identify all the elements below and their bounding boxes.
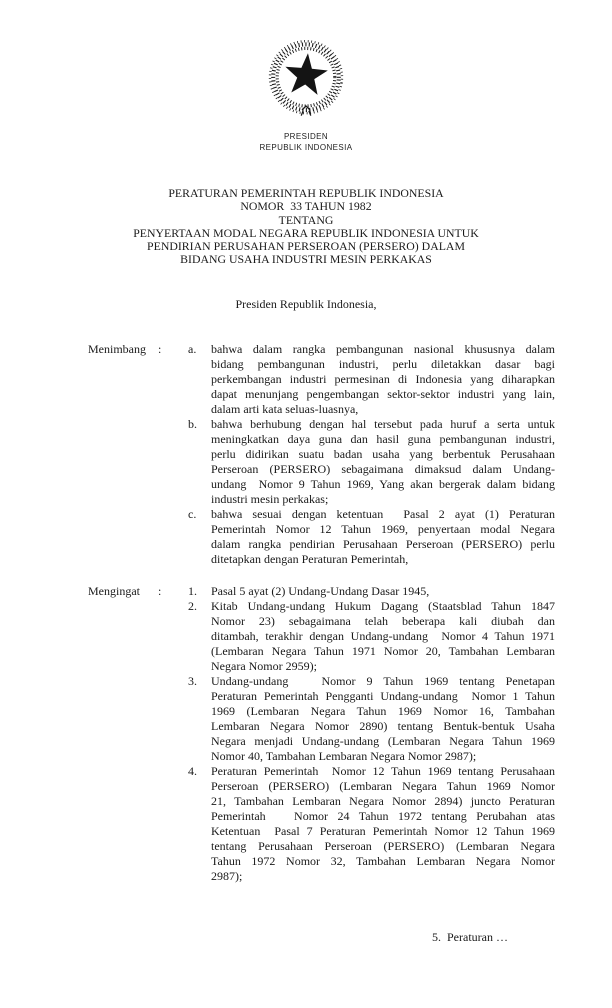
text-line: bahwa dalam rangka pembangunan nasional khususnya dalam: [211, 342, 555, 356]
section-items: [188, 342, 555, 567]
text-line: Perseroan (PERSERO) sebagaimana dimaksud dalam Undang-: [211, 462, 555, 476]
star-icon: [283, 51, 329, 95]
preamble-sections: [88, 342, 555, 884]
text-line: bahwa berhubung dengan hal tersebut pada huruf a serta untuk: [211, 417, 555, 431]
text-line: 1969 (Lembaran Negara Tahun 1969 Nomor 16, Tambahan: [211, 704, 555, 718]
section-mengingat: [88, 584, 555, 884]
presidential-star-wreath-emblem-icon: [266, 38, 346, 118]
text-line: Kitab Undang-undang Hukum Dagang (Staatsblad Tahun 1847: [211, 599, 555, 613]
item-marker: c.: [188, 507, 197, 521]
text-line: dalam arti kata seluas-luasnya,: [211, 402, 359, 416]
section-colon: :: [158, 342, 162, 356]
text-line: Pemerintah Nomor 12 Tahun 1969, penyertaan modal Negara: [211, 522, 555, 536]
text-line: bidang pembangunan industri, perlu diletakkan dasar bagi: [211, 357, 555, 371]
item-lines: [211, 417, 555, 507]
item-lines: [211, 507, 555, 567]
letterhead-line-republik-indonesia: REPUBLIK INDONESIA: [259, 143, 353, 152]
list-item: [188, 674, 555, 764]
title-line: PENYERTAAN MODAL NEGARA REPUBLIK INDONESIA UNTUK: [133, 225, 479, 240]
item-marker: 2.: [188, 599, 197, 613]
item-lines: [211, 599, 555, 674]
text-line: Negara Nomor 2959);: [211, 659, 317, 673]
section-label: Mengingat: [88, 584, 140, 598]
list-item: [188, 764, 555, 884]
section-colon: :: [158, 584, 162, 598]
text-line: 21, Tambahan Lembaran Negara Nomor 2894) juncto Peraturan: [211, 794, 555, 808]
item-marker: b.: [188, 417, 197, 431]
text-line: undang Nomor 9 Tahun 1969, Yang akan bergerak dalam bidang: [211, 477, 555, 491]
item-lines: [211, 764, 555, 884]
text-line: meningkatkan daya guna dan hasil guna pembangunan industri,: [211, 432, 555, 446]
text-line: Lembaran Negara Nomor 2890) tentang Bentuk-bentuk Usaha: [211, 719, 555, 733]
text-line: bahwa sesuai dengan ketentuan Pasal 2 ayat (1) Peraturan: [211, 507, 555, 521]
text-line: Nomor 23) sebagaimana telah beberapa kali diubah dan: [211, 614, 555, 628]
title-line: TENTANG: [278, 212, 334, 227]
text-line: Negara menjadi Undang-undang (Lembaran Negara Tahun 1969: [211, 734, 555, 748]
text-line: Peraturan Pemerintah Nomor 12 Tahun 1969 tentang Perusahaan: [211, 764, 555, 778]
title-line: PERATURAN PEMERINTAH REPUBLIK INDONESIA: [168, 186, 444, 200]
text-line: 2987);: [211, 869, 243, 883]
text-line: Pasal 5 ayat (2) Undang-Undang Dasar 1945,: [211, 584, 430, 598]
text-line: (Lembaran Negara Tahun 1971 Nomor 20, Tambahan Lembaran: [211, 644, 555, 658]
text-line: industri mesin perkakas;: [211, 492, 329, 506]
text-line: dapat menunjang pengembangan sektor-sektor industri yang lain,: [211, 387, 555, 401]
letterhead-line-presiden: PRESIDEN: [283, 132, 329, 141]
item-marker: 1.: [188, 584, 197, 598]
text-line: perlu didirikan suatu badan usaha yang berbentuk Perusahaan: [211, 447, 555, 461]
item-marker: 3.: [188, 674, 197, 688]
list-item: [188, 417, 555, 507]
title-line: PENDIRIAN PERUSAHAN PERSEROAN (PERSERO) DALAM: [147, 239, 465, 254]
regulation-title-block: [0, 187, 612, 267]
item-lines: [211, 342, 555, 417]
text-line: Peraturan Pemerintah Pengganti Undang-undang Nomor 1 Tahun: [211, 689, 555, 703]
list-item: [188, 599, 555, 674]
list-item: [188, 584, 555, 599]
text-line: perkembangan industri permesinan di Indonesia yang diharapkan: [211, 372, 555, 386]
item-marker: a.: [188, 342, 197, 356]
text-line: Nomor 40, Tambahan Lembaran Negara Nomor 2987);: [211, 749, 477, 763]
text-line: tentang Perusahaan Perseroan (PERSERO) (Lembaran Negara: [211, 839, 555, 853]
title-line: NOMOR 33 TAHUN 1982: [240, 199, 372, 214]
salutation: Presiden Republik Indonesia,: [235, 297, 377, 311]
item-lines: [211, 674, 555, 764]
list-item: [188, 507, 555, 567]
section-label: Menimbang: [88, 342, 146, 356]
text-line: dalam rangka pendirian Perusahaan Perseroan (PERSERO) perlu: [211, 537, 555, 551]
section-menimbang: [88, 342, 555, 567]
text-line: Tahun 1972 Nomor 32, Tambahan Lembaran Negara Nomor: [211, 854, 555, 868]
text-line: Ketentuan Pasal 7 Peraturan Pemerintah Nomor 12 Tahun 1969: [211, 824, 555, 838]
letterhead: [0, 38, 612, 153]
text-line: Undang-undang Nomor 9 Tahun 1969 tentang Penetapan: [211, 674, 555, 688]
text-line: Pemerintah Nomor 24 Tahun 1972 tentang Perubahan atas: [211, 809, 555, 823]
text-line: ditetapkan dengan Peraturan Pemerintah,: [211, 552, 409, 566]
list-item: [188, 342, 555, 417]
section-items: [188, 584, 555, 884]
title-line: BIDANG USAHA INDUSTRI MESIN PERKAKAS: [180, 252, 432, 267]
item-marker: 4.: [188, 764, 197, 778]
continuation-catchword: 5. Peraturan …: [432, 930, 508, 944]
item-lines: [211, 584, 555, 599]
text-line: Perseroan (PERSERO) (Lembaran Negara Tahun 1969 Nomor: [211, 779, 555, 793]
text-line: ditambah, terakhir dengan Undang-undang Nomor 4 Tahun 1971: [211, 629, 555, 643]
